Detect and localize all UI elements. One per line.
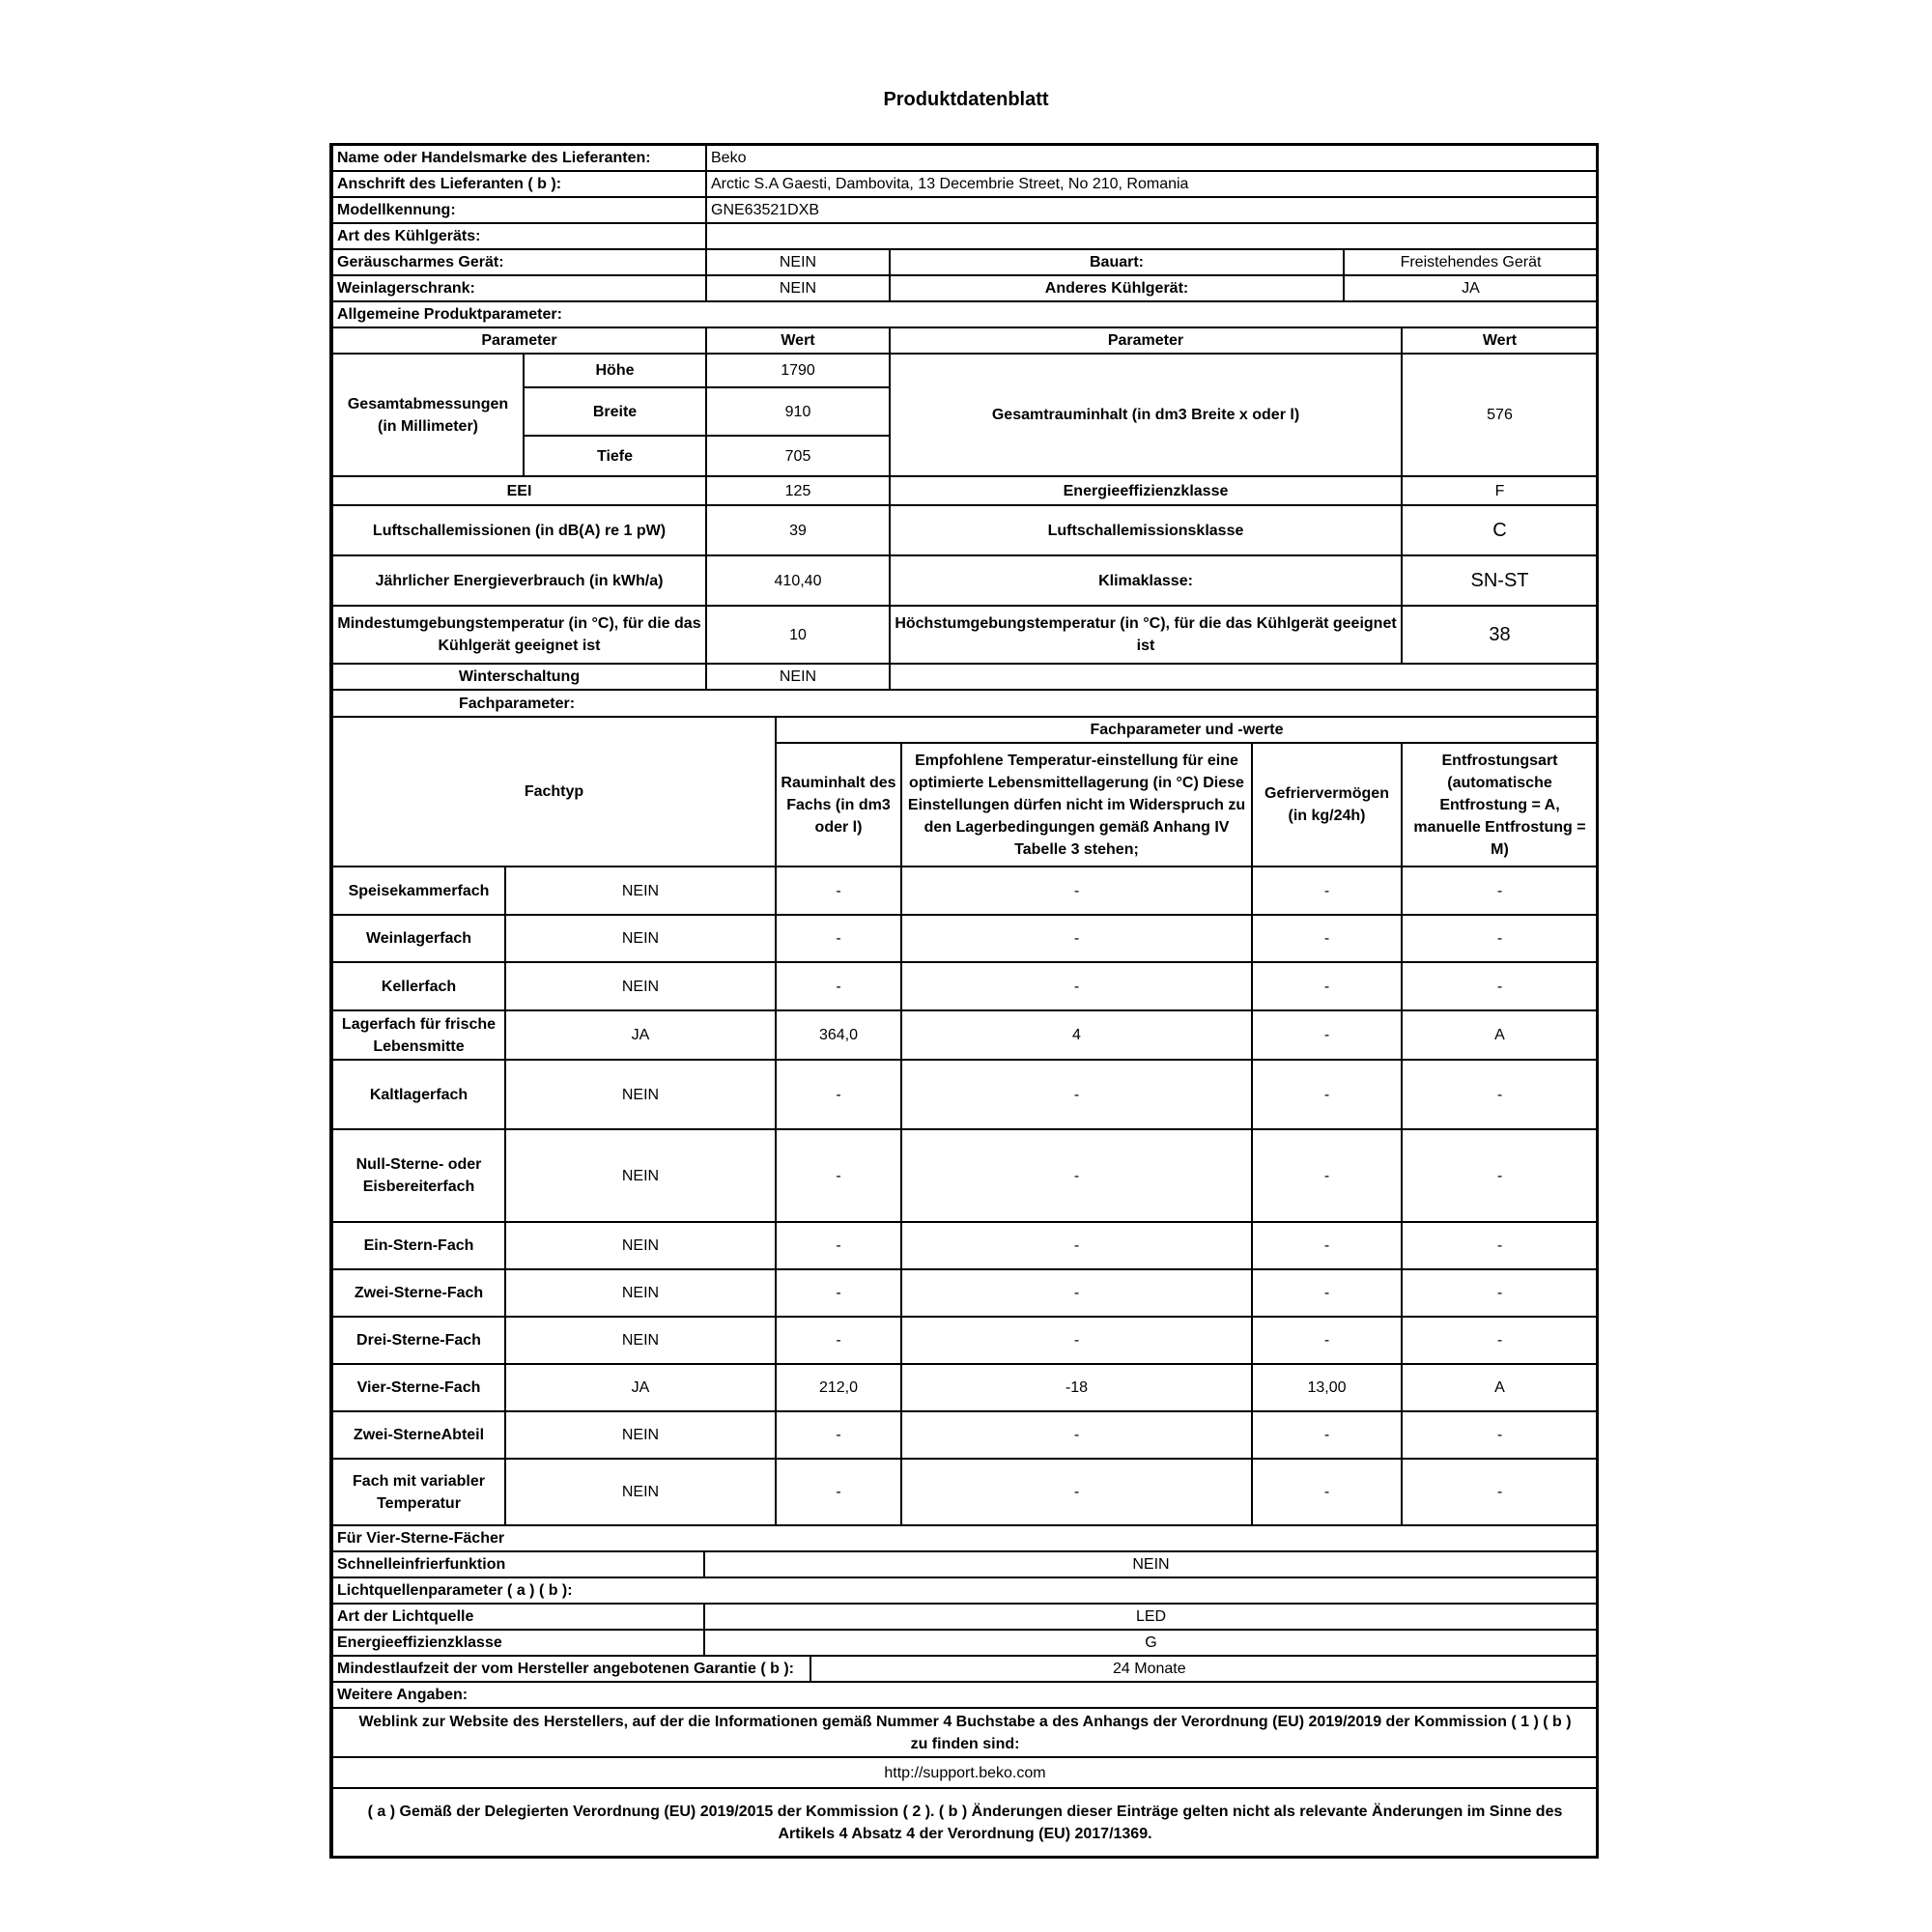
- compartment-defrost: [1401, 866, 1599, 916]
- compartment-volume-header: [775, 742, 902, 867]
- four-star-section-label-text: Für Vier-Sterne-Fächer: [337, 1530, 505, 1547]
- compartment-volume-text: -: [836, 978, 841, 995]
- other-appliance-value: [1343, 274, 1599, 302]
- compartment-defrost-text: -: [1496, 978, 1503, 995]
- max-temp-label-text: Höchstumgebungstemperatur (in °C), für die das Kühlgerät geeignet ist: [895, 615, 1397, 654]
- compartment-name-text: Drei-Sterne-Fach: [356, 1332, 481, 1349]
- other-appliance-label-text: Anderes Kühlgerät:: [1044, 280, 1189, 297]
- compartment-name: [331, 961, 506, 1011]
- compartment-volume: [775, 1458, 902, 1526]
- four-star-section-label: [331, 1524, 1599, 1552]
- light-type-label: [331, 1603, 705, 1631]
- compartment-temp-text: -: [1073, 1086, 1080, 1103]
- design-value: [1343, 248, 1599, 276]
- compartment-volume: [775, 1009, 902, 1061]
- dimensions-label: [331, 353, 525, 477]
- other-appliance-label: [889, 274, 1345, 302]
- compartment-volume: [775, 1221, 902, 1270]
- param-header-left-text: Parameter: [481, 332, 557, 349]
- appliance-type-label: [331, 222, 707, 250]
- compartment-name: [331, 866, 506, 916]
- compartment-temp: [900, 1410, 1253, 1460]
- model-value-text: GNE63521DXB: [711, 202, 820, 218]
- compartment-freeze-text: -: [1323, 1484, 1330, 1500]
- footnote: [331, 1787, 1599, 1859]
- compartment-name-text: Zwei-SterneAbteil: [353, 1427, 485, 1443]
- compartment-defrost-header-text: Entfrostungsart (automatische Entfrostung = A, manuelle Entfrostung = M): [1413, 752, 1586, 858]
- value-header-right: [1401, 327, 1599, 355]
- min-temp-label: [331, 605, 707, 665]
- value-header-left: [705, 327, 891, 355]
- appliance-type-value: [705, 222, 1599, 250]
- manufacturer-url-text: http://support.beko.com: [884, 1764, 1046, 1781]
- param-header-left: [331, 327, 707, 355]
- compartment-volume: [775, 1316, 902, 1365]
- compartment-temp-text: 4: [1072, 1027, 1081, 1043]
- climate-class-value-text: SN-ST: [1470, 569, 1529, 591]
- compartment-volume-text: -: [836, 1332, 841, 1349]
- min-temp-value: [705, 605, 891, 665]
- compartment-temp-header: [900, 742, 1253, 867]
- compartment-freeze: [1251, 1268, 1403, 1318]
- compartment-defrost-text: -: [1496, 1484, 1503, 1500]
- noise-class-value: [1401, 504, 1599, 556]
- depth-value: [705, 435, 891, 477]
- compartment-defrost-text: -: [1496, 1167, 1503, 1184]
- compartment-present-text: JA: [631, 1379, 650, 1396]
- compartment-volume: [775, 1268, 902, 1318]
- compartment-present: [504, 1410, 777, 1460]
- width-value: [705, 386, 891, 437]
- dimensions-label-text: Gesamtabmessungen (in Millimeter): [347, 395, 509, 435]
- compartment-group-header-text: Fachparameter und -werte: [1090, 722, 1284, 738]
- supplier-address-value-text: Arctic S.A Gaesti, Dambovita, 13 Decembrie Street, No 210, Romania: [711, 176, 1189, 192]
- design-label: [889, 248, 1345, 276]
- compartment-defrost: [1401, 961, 1599, 1011]
- compartment-volume-text: 364,0: [818, 1027, 859, 1043]
- compartment-name-text: Ein-Stern-Fach: [363, 1237, 474, 1254]
- fast-freeze-label-text: Schnelleinfrierfunktion: [337, 1556, 506, 1573]
- appliance-type-label-text: Art des Kühlgeräts:: [337, 228, 481, 244]
- compartment-volume-text: -: [836, 1484, 841, 1500]
- width-value-text: 910: [784, 403, 811, 420]
- compartment-present: [504, 1221, 777, 1270]
- compartment-volume-text: -: [836, 1285, 841, 1301]
- total-volume-value-text: 576: [1487, 407, 1513, 423]
- winter-switch-label: [331, 663, 707, 691]
- fast-freeze-value: [703, 1550, 1599, 1578]
- compartment-present-text: NEIN: [621, 1237, 660, 1254]
- compartment-group-header: [775, 716, 1599, 744]
- compartment-temp: [900, 1458, 1253, 1526]
- supplier-address-value: [705, 170, 1599, 198]
- compartment-temp-text: -18: [1065, 1379, 1089, 1396]
- compartment-volume-header-text: Rauminhalt des Fachs (in dm3 oder l): [781, 774, 896, 836]
- noise-label-text: Luftschallemissionen (in dB(A) re 1 pW): [372, 522, 667, 539]
- compartment-present: [504, 961, 777, 1011]
- eei-value: [705, 475, 891, 506]
- compartment-freeze: [1251, 914, 1403, 963]
- noise-value: [705, 504, 891, 556]
- compartment-freeze: [1251, 1009, 1403, 1061]
- compartment-freeze: [1251, 961, 1403, 1011]
- compartment-present-text: NEIN: [621, 1167, 660, 1184]
- model-label-text: Modellkennung:: [337, 202, 456, 218]
- compartment-present: [504, 1059, 777, 1130]
- noise-value-text: 39: [789, 522, 807, 539]
- compartment-volume: [775, 1059, 902, 1130]
- compartment-present: [504, 1128, 777, 1223]
- compartment-temp-text: -: [1073, 1167, 1080, 1184]
- height-value: [705, 353, 891, 388]
- energy-class-label-text: Energieeffizienzklasse: [1063, 482, 1229, 499]
- compartment-freeze-text: -: [1323, 1427, 1330, 1443]
- compartment-name-text: Lagerfach für frische Lebensmitte: [341, 1015, 497, 1055]
- light-type-label-text: Art der Lichtquelle: [337, 1608, 474, 1625]
- compartment-volume: [775, 961, 902, 1011]
- compartment-temp-text: -: [1073, 930, 1080, 947]
- height-value-text: 1790: [781, 362, 815, 379]
- compartment-temp: [900, 866, 1253, 916]
- compartment-defrost-text: -: [1496, 1427, 1503, 1443]
- height-label-text: Höhe: [595, 362, 635, 379]
- compartment-freeze: [1251, 1316, 1403, 1365]
- compartment-freeze: [1251, 1458, 1403, 1526]
- wine-cabinet-label: [331, 274, 707, 302]
- compartment-freeze: [1251, 1059, 1403, 1130]
- compartment-temp-text: -: [1073, 1237, 1080, 1254]
- supplier-address-label-text: Anschrift des Lieferanten ( b ):: [337, 176, 562, 192]
- compartment-defrost-text: -: [1496, 1086, 1503, 1103]
- warranty-label: [331, 1655, 811, 1683]
- compartment-freeze-text: -: [1323, 930, 1330, 947]
- compartment-freeze-text: -: [1323, 1027, 1330, 1043]
- annual-energy-value: [705, 554, 891, 607]
- compartment-volume: [775, 866, 902, 916]
- compartment-defrost: [1401, 1316, 1599, 1365]
- compartment-name: [331, 1458, 506, 1526]
- supplier-name-value: [705, 144, 1599, 172]
- compartment-present: [504, 1268, 777, 1318]
- compartment-defrost: [1401, 914, 1599, 963]
- compartment-freeze-text: -: [1323, 978, 1330, 995]
- climate-class-label: [889, 554, 1403, 607]
- compartment-defrost: [1401, 1009, 1599, 1061]
- supplier-name-label: [331, 144, 707, 172]
- compartment-defrost: [1401, 1221, 1599, 1270]
- compartment-freeze: [1251, 1221, 1403, 1270]
- supplier-name-value-text: Beko: [711, 150, 747, 166]
- value-header-left-text: Wert: [781, 332, 815, 349]
- compartment-freeze: [1251, 1363, 1403, 1412]
- compartment-name-text: Zwei-Sterne-Fach: [354, 1285, 484, 1301]
- compartment-present: [504, 1458, 777, 1526]
- compartment-defrost: [1401, 1458, 1599, 1526]
- compartment-present: [504, 1316, 777, 1365]
- compartment-freeze-text: 13,00: [1307, 1379, 1347, 1396]
- wine-cabinet-value: [705, 274, 891, 302]
- param-header-right: [889, 327, 1403, 355]
- compartment-temp-header-text: Empfohlene Temperatur-einstellung für eine optimierte Lebensmittellagerung (in °C) Diese Einstellungen dürfen nicht im Widerspruch zu den Lagerbedingungen gemäß Anhang IV Tabelle 3 stehen;: [907, 752, 1246, 858]
- climate-class-value: [1401, 554, 1599, 607]
- eei-value-text: 125: [784, 482, 811, 499]
- light-section-label-text: Lichtquellenparameter ( a ) ( b ):: [337, 1582, 573, 1599]
- compartment-freeze-text: -: [1323, 1237, 1330, 1254]
- compartment-volume-text: -: [836, 882, 841, 899]
- light-class-value: [703, 1629, 1599, 1657]
- compartment-temp-text: -: [1073, 978, 1080, 995]
- compartment-temp: [900, 1316, 1253, 1365]
- compartment-name: [331, 1059, 506, 1130]
- low-noise-label-text: Geräuscharmes Gerät:: [337, 254, 504, 270]
- depth-label-text: Tiefe: [596, 447, 634, 465]
- manufacturer-url: [331, 1756, 1599, 1789]
- compartment-type-header: [331, 716, 777, 867]
- light-class-label-text: Energieeffizienzklasse: [337, 1634, 502, 1651]
- compartment-temp: [900, 1009, 1253, 1061]
- compartment-section-label: [331, 689, 1599, 718]
- low-noise-value: [705, 248, 891, 276]
- compartment-freeze-header-text: Gefriervermögen (in kg/24h): [1264, 785, 1389, 824]
- winter-switch-empty: [889, 663, 1599, 691]
- compartment-temp-text: -: [1073, 1427, 1080, 1443]
- compartment-present: [504, 866, 777, 916]
- total-volume-value: [1401, 353, 1599, 477]
- compartment-present-text: NEIN: [621, 1484, 660, 1500]
- compartment-freeze-text: -: [1323, 1285, 1330, 1301]
- compartment-volume-text: 212,0: [818, 1379, 859, 1396]
- compartment-name: [331, 1009, 506, 1061]
- annual-energy-label-text: Jährlicher Energieverbrauch (in kWh/a): [375, 572, 664, 589]
- compartment-temp: [900, 1363, 1253, 1412]
- compartment-defrost-text: -: [1496, 1285, 1503, 1301]
- compartment-defrost-text: -: [1496, 930, 1503, 947]
- noise-class-label-text: Luftschallemissionsklasse: [1047, 522, 1244, 539]
- compartment-present-text: NEIN: [621, 1285, 660, 1301]
- noise-label: [331, 504, 707, 556]
- compartment-temp: [900, 961, 1253, 1011]
- winter-switch-value-text: NEIN: [779, 668, 817, 685]
- compartment-volume-text: -: [836, 930, 841, 947]
- further-info-label-text: Weitere Angaben:: [337, 1687, 469, 1703]
- compartment-temp: [900, 1268, 1253, 1318]
- warranty-label-text: Mindestlaufzeit der vom Hersteller angebotenen Garantie ( b ):: [337, 1661, 794, 1677]
- energy-class-value: [1401, 475, 1599, 506]
- compartment-defrost-header: [1401, 742, 1599, 867]
- other-appliance-value-text: JA: [1462, 280, 1480, 297]
- width-label-text: Breite: [592, 403, 638, 420]
- compartment-present-text: NEIN: [621, 1086, 660, 1103]
- compartment-volume-text: -: [836, 1167, 841, 1184]
- noise-class-value-text: C: [1492, 519, 1507, 541]
- general-section-label: [331, 300, 1599, 328]
- compartment-present-text: NEIN: [621, 882, 660, 899]
- compartment-name-text: Weinlagerfach: [365, 930, 472, 947]
- compartment-freeze-text: -: [1323, 1167, 1330, 1184]
- compartment-defrost-text: -: [1496, 1237, 1503, 1254]
- wine-cabinet-value-text: NEIN: [779, 280, 817, 297]
- compartment-name: [331, 1221, 506, 1270]
- annual-energy-value-text: 410,40: [774, 572, 822, 589]
- compartment-defrost: [1401, 1268, 1599, 1318]
- compartment-temp-text: -: [1073, 1285, 1080, 1301]
- compartment-temp: [900, 1059, 1253, 1130]
- compartment-name: [331, 1363, 506, 1412]
- energy-class-label: [889, 475, 1403, 506]
- compartment-defrost-text: A: [1494, 1379, 1505, 1396]
- compartment-temp-text: -: [1073, 1332, 1080, 1349]
- model-label: [331, 196, 707, 224]
- annual-energy-label: [331, 554, 707, 607]
- energy-class-value-text: F: [1494, 482, 1505, 499]
- compartment-name-text: Fach mit variabler Temperatur: [353, 1472, 485, 1512]
- compartment-temp: [900, 1221, 1253, 1270]
- compartment-defrost: [1401, 1363, 1599, 1412]
- min-temp-value-text: 10: [789, 626, 807, 643]
- fast-freeze-value-text: NEIN: [1132, 1556, 1170, 1573]
- compartment-temp-text: -: [1073, 1484, 1080, 1500]
- compartment-temp: [900, 1128, 1253, 1223]
- compartment-name: [331, 1316, 506, 1365]
- general-section-label-text: Allgemeine Produktparameter:: [337, 306, 562, 323]
- compartment-name-text: Speisekammerfach: [348, 882, 490, 899]
- wine-cabinet-label-text: Weinlagerschrank:: [337, 280, 475, 297]
- compartment-volume: [775, 914, 902, 963]
- climate-class-label-text: Klimaklasse:: [1098, 572, 1193, 589]
- winter-switch-label-text: Winterschaltung: [458, 668, 581, 685]
- compartment-present-text: JA: [631, 1027, 650, 1043]
- total-volume-label-text: Gesamtrauminhalt (in dm3 Breite x oder l): [991, 407, 1300, 423]
- noise-class-label: [889, 504, 1403, 556]
- compartment-name-text: Kellerfach: [381, 978, 457, 995]
- light-class-label: [331, 1629, 705, 1657]
- param-header-right-text: Parameter: [1107, 332, 1184, 349]
- compartment-present: [504, 1009, 777, 1061]
- compartment-name-text: Null-Sterne- oder Eisbereiterfach: [355, 1156, 482, 1195]
- weblink-text: [331, 1707, 1599, 1758]
- compartment-freeze-text: -: [1323, 882, 1330, 899]
- compartment-defrost: [1401, 1059, 1599, 1130]
- eei-label: [331, 475, 707, 506]
- compartment-freeze-text: -: [1323, 1086, 1330, 1103]
- eei-label-text: EEI: [506, 482, 532, 499]
- compartment-defrost-text: -: [1496, 882, 1503, 899]
- compartment-freeze: [1251, 1410, 1403, 1460]
- width-label: [523, 386, 707, 437]
- compartment-temp-text: -: [1073, 882, 1080, 899]
- model-value: [705, 196, 1599, 224]
- compartment-freeze-text: -: [1323, 1332, 1330, 1349]
- compartment-defrost: [1401, 1410, 1599, 1460]
- compartment-present-text: NEIN: [621, 978, 660, 995]
- fast-freeze-label: [331, 1550, 705, 1578]
- max-temp-value: [1401, 605, 1599, 665]
- compartment-volume: [775, 1363, 902, 1412]
- compartment-volume-text: -: [836, 1237, 841, 1254]
- compartment-defrost-text: A: [1494, 1027, 1505, 1043]
- max-temp-label: [889, 605, 1403, 665]
- compartment-temp: [900, 914, 1253, 963]
- design-value-text: Freistehendes Gerät: [1400, 254, 1542, 270]
- compartment-freeze-header: [1251, 742, 1403, 867]
- compartment-volume-text: -: [836, 1427, 841, 1443]
- winter-switch-value: [705, 663, 891, 691]
- compartment-present: [504, 1363, 777, 1412]
- compartment-volume-text: -: [836, 1086, 841, 1103]
- compartment-present-text: NEIN: [621, 1427, 660, 1443]
- footnote-text: ( a ) Gemäß der Delegierten Verordnung (EU) 2019/2015 der Kommission ( 2 ). ( b ) Änderungen dieser Einträge gelten nicht als relevante Änderungen im Sinne des Artikels 4 Absatz 4 der Verordnung (EU) 2017/1369.: [367, 1804, 1563, 1842]
- compartment-present-text: NEIN: [621, 1332, 660, 1349]
- supplier-name-label-text: Name oder Handelsmarke des Lieferanten:: [337, 150, 651, 166]
- compartment-section-label-text: Fachparameter:: [459, 695, 576, 712]
- compartment-name: [331, 1128, 506, 1223]
- compartment-name-text: Vier-Sterne-Fach: [356, 1379, 481, 1396]
- compartment-freeze: [1251, 866, 1403, 916]
- further-info-label: [331, 1681, 1599, 1709]
- design-label-text: Bauart:: [1089, 254, 1144, 270]
- light-type-value-text: LED: [1135, 1608, 1167, 1625]
- low-noise-value-text: NEIN: [779, 254, 817, 270]
- compartment-freeze: [1251, 1128, 1403, 1223]
- height-label: [523, 353, 707, 388]
- warranty-value: [810, 1655, 1599, 1683]
- low-noise-label: [331, 248, 707, 276]
- compartment-defrost: [1401, 1128, 1599, 1223]
- min-temp-label-text: Mindestumgebungstemperatur (in °C), für die das Kühlgerät geeignet ist: [337, 615, 701, 654]
- compartment-name: [331, 1410, 506, 1460]
- supplier-address-label: [331, 170, 707, 198]
- total-volume-label: [889, 353, 1403, 477]
- compartment-present-text: NEIN: [621, 930, 660, 947]
- compartment-name: [331, 914, 506, 963]
- value-header-right-text: Wert: [1482, 332, 1518, 349]
- warranty-value-text: 24 Monate: [1113, 1661, 1186, 1677]
- compartment-present: [504, 914, 777, 963]
- light-section-label: [331, 1577, 1599, 1605]
- compartment-volume: [775, 1128, 902, 1223]
- max-temp-value-text: 38: [1489, 623, 1511, 645]
- compartment-name-text: Kaltlagerfach: [369, 1086, 469, 1103]
- compartment-type-header-text: Fachtyp: [524, 783, 584, 800]
- light-type-value: [703, 1603, 1599, 1631]
- depth-label: [523, 435, 707, 477]
- compartment-volume: [775, 1410, 902, 1460]
- compartment-defrost-text: -: [1496, 1332, 1503, 1349]
- light-class-value-text: G: [1145, 1634, 1157, 1651]
- weblink-text-text: Weblink zur Website des Herstellers, auf der die Informationen gemäß Nummer 4 Buchstabe a des Anhangs der Verordnung (EU) 2019/2019 der Kommission ( 1 ) ( b ) zu finden sind:: [358, 1713, 1572, 1752]
- depth-value-text: 705: [784, 447, 811, 465]
- compartment-name: [331, 1268, 506, 1318]
- page-title: Produktdatenblatt: [883, 89, 1049, 110]
